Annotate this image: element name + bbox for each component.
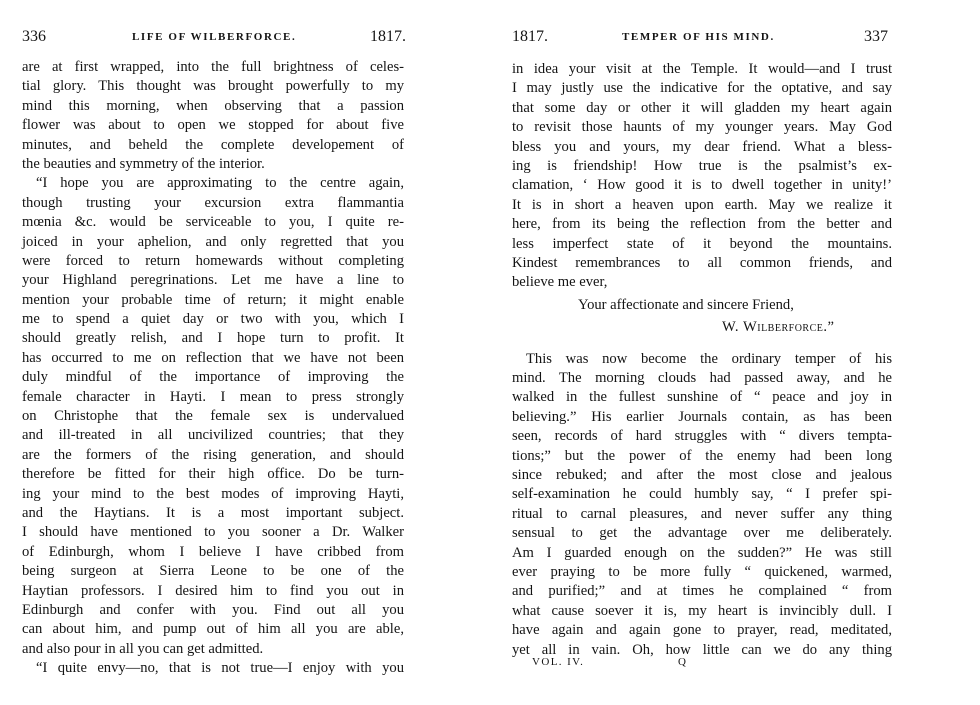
paragraph-gap (512, 340, 892, 350)
text-line: ever praying to be more fully “ quickened, warmed, (512, 563, 892, 580)
left-running-title: LIFE OF WILBERFORCE. (132, 31, 297, 43)
text-line: the beauties and symmetry of the interior. (22, 155, 265, 172)
left-page-number: 336 (22, 28, 46, 45)
text-line: female character in Hayti. I mean to press strongly (22, 388, 404, 405)
text-line: ing your mind to the best modes of improving Hayti, (22, 485, 404, 502)
text-line: of Edinburgh, whom I believe I have cribbed from (22, 543, 404, 560)
signature-mark: Q (678, 656, 688, 668)
text-line: have again and again gone to prayer, read, meditated, (512, 622, 892, 639)
right-running-year: 1817. (512, 28, 548, 45)
text-line: sensual to get the advantage over me deliberately. (512, 525, 892, 542)
text-line: me to spend a quiet day or two with you, which I (22, 311, 404, 328)
text-line: what cause soever it is, my heart is invincibly dull. I (512, 602, 892, 619)
text-line: tial glory. This thought was brought powerfully to my (22, 78, 404, 95)
text-line: Edinburgh and confer with you. Find out all you (22, 601, 404, 618)
text-line: being surgeon at Sierra Leone to be one of the (22, 563, 404, 580)
text-line: since rebuked; and after the most close and jealous (512, 467, 892, 484)
text-line: clamation, ‘ How good it is to dwell together in unity!’ (512, 177, 892, 194)
text-line: believing.” His earlier Journals contain, as has been (512, 408, 892, 425)
text-line: flower was about to open we stopped for about five (22, 117, 404, 134)
text-line: ing is friendship! How true is the psalmist’s ex- (512, 157, 892, 174)
text-line: to revisit those haunts of my younger years. May God (512, 119, 892, 136)
text-line: and also pour in all you can get admitted. (22, 640, 264, 657)
text-line: that some day or other it will gladden my heart again (512, 99, 892, 116)
text-line: duly mindful of the importance of improving the (22, 369, 404, 386)
right-page-footer (512, 656, 892, 674)
text-line: therefore be fitted for their high office. Do be turn- (22, 466, 404, 483)
text-line: and ill-treated in all uncivilized countries; that they (22, 427, 404, 444)
text-line: self-examination he could humbly say, “ I prefer spi- (512, 486, 892, 503)
text-line: here, from its being the reflection from the better and (512, 216, 892, 233)
text-line: joiced in your aphelion, and only regretted that you (22, 233, 404, 250)
text-line: Haytian professors. I desired him to find you out in (22, 582, 404, 599)
left-page (22, 0, 404, 705)
text-line: ritual to carnal pleasures, and never suffer any thing (512, 505, 892, 522)
right-body-text (512, 60, 892, 660)
text-line: I may justly use the indicative for the optative, and say (512, 80, 892, 97)
text-line: walked in the fullest sunshine of “ peace and joy in (512, 389, 892, 406)
text-line: are at first wrapped, into the full brightness of celes- (22, 59, 404, 75)
text-line: less imperfect state of it beyond the mountains. (512, 235, 892, 252)
text-line: can about him, and pump out of him all you are able, (22, 621, 404, 638)
right-page (512, 0, 892, 705)
text-line: though trusting your excursion extra flammantia (22, 194, 404, 211)
text-line: mind this morning, when observing that a passion (22, 97, 404, 114)
text-line: tions;” but the power of the enemy had been long (512, 447, 892, 464)
text-line: should greatly relish, and I hope turn to profit. It (22, 330, 404, 347)
text-line: I should have mentioned to you sooner a Dr. Walker (22, 524, 404, 541)
text-line: in idea your visit at the Temple. It would—and I trust (512, 61, 892, 77)
left-running-head (22, 28, 404, 50)
text-line: mind. The morning clouds had passed away, and he (512, 370, 892, 387)
text-line: Kindest remembrances to all common friends, and (512, 254, 892, 271)
letter-closing: Your affectionate and sincere Friend, (578, 296, 794, 313)
right-running-head (512, 28, 892, 50)
right-running-title: TEMPER OF HIS MIND. (622, 31, 775, 43)
text-line: and the Haytians. It is a most important subject. (22, 504, 404, 521)
text-line: minutes, and beheld the complete developement of (22, 136, 404, 153)
left-body-text (22, 58, 404, 679)
text-line: mœnia &c. would be serviceable to you, I quite re- (22, 214, 404, 231)
text-line: are the formers of the rising generation, and should (22, 446, 404, 463)
left-running-year: 1817. (370, 28, 406, 45)
text-line: This was now become the ordinary temper of his (526, 350, 892, 367)
letter-signature: W. Wilberforce.” (722, 318, 835, 335)
text-line: believe me ever, (512, 274, 608, 291)
text-line: “I quite envy—no, that is not true—I enjoy with you (36, 660, 404, 677)
text-line: has occurred to me on reflection that we have not been (22, 349, 404, 366)
text-line: and purified;” and at times he complained “ from (512, 583, 892, 600)
text-line: “I hope you are approximating to the centre again, (36, 175, 404, 192)
volume-label: VOL. IV. (532, 656, 585, 668)
text-line: It is in short a heaven upon earth. May we realize it (512, 196, 892, 213)
text-line: yet all in vain. Oh, how little can we do any thing (512, 641, 892, 658)
text-line: bless you and yours, my dear friend. What a bless- (512, 138, 892, 155)
text-line: your Highland peregrinations. Let me have a line to (22, 272, 404, 289)
text-line: mention your probable time of return; it might enable (22, 291, 404, 308)
text-line: seen, records of hard struggles with “ divers tempta- (512, 428, 892, 445)
text-line: Am I guarded enough on the sudden?” He was still (512, 544, 892, 561)
text-line: were forced to return homewards without completing (22, 252, 404, 269)
text-line: on Christophe that the female sex is undervalued (22, 408, 404, 425)
right-page-number: 337 (864, 28, 888, 45)
